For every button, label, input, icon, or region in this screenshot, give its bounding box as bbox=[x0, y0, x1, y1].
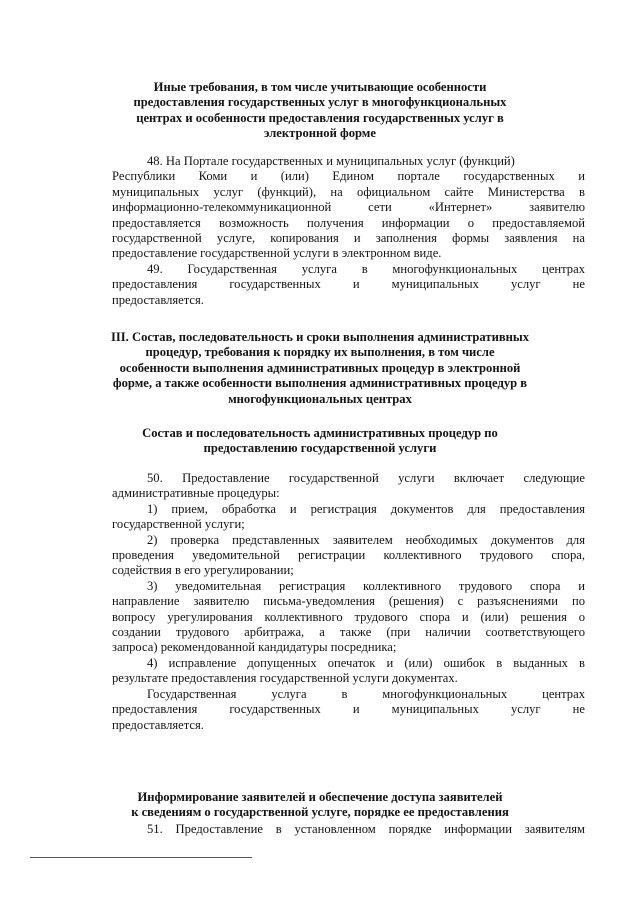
heading-line: электронной форме bbox=[264, 126, 376, 141]
text-line: административные процедуры: bbox=[112, 486, 280, 501]
heading-line: предоставлению государственной услуги bbox=[203, 441, 437, 456]
heading-line: центрах и особенности предоставления государственных услуг в bbox=[136, 110, 504, 125]
text-line: предоставления государственных и муниципальных услуг не bbox=[112, 277, 585, 292]
heading-line: многофункциональных центрах bbox=[228, 391, 412, 406]
subsection-heading-informing bbox=[100, 790, 540, 821]
section-heading-iii bbox=[100, 330, 540, 407]
heading-line: Информирование заявителей и обеспечение доступа заявителей bbox=[137, 790, 503, 804]
heading-line: особенности выполнения административных процедур в электронной bbox=[119, 360, 521, 375]
text-line: информационно-телекоммуникационной сети «Интернет» заявителю bbox=[112, 200, 585, 215]
footnote-separator bbox=[30, 857, 252, 858]
text-line: направление заявителю письма-уведомления (решения) с разъяснениями по bbox=[112, 594, 585, 609]
text-line: результате предоставления государственной услуги документах. bbox=[112, 671, 458, 686]
heading-line: предоставления государственных услуг в многофункциональных bbox=[133, 95, 507, 110]
heading-line: Иные требования, в том числе учитывающие особенности bbox=[153, 80, 487, 94]
text-line: 2) проверка представленных заявителем необходимых документов для bbox=[147, 532, 585, 547]
text-line: предоставляется. bbox=[112, 717, 204, 732]
text-line: Государственная услуга в многофункциональных центрах bbox=[147, 686, 585, 701]
subsection-heading-procedures bbox=[100, 426, 540, 457]
text-line: 4) исправление допущенных опечаток и (или) ошибок в выданных в bbox=[147, 655, 585, 670]
text-line: создании трудового арбитража, а также (при наличии соответствующего bbox=[112, 625, 585, 640]
text-line: проведения уведомительной регистрации коллективного трудового спора, bbox=[112, 548, 585, 563]
text-line: предоставление государственной услуги в электронном виде. bbox=[112, 246, 442, 261]
text-line: запроса) рекомендованной кандидатуры посредника; bbox=[112, 640, 397, 655]
text-line: 49. Государственная услуга в многофункциональных центрах bbox=[147, 262, 585, 276]
heading-line: форме, а также особенности выполнения административных процедур в bbox=[112, 376, 528, 391]
text-line: 50. Предоставление государственной услуги включает следующие bbox=[147, 471, 585, 485]
heading-line: к сведениям о государственной услуге, порядке ее предоставления bbox=[131, 805, 509, 820]
paragraph-48 bbox=[112, 154, 585, 262]
text-line: предоставляется возможность получения информации о предоставляемой bbox=[112, 215, 585, 230]
text-line: муниципальных услуг (функций), на официальном сайте Министерства в bbox=[112, 184, 585, 199]
section-heading-other-requirements bbox=[100, 80, 540, 142]
paragraph-51 bbox=[112, 822, 585, 837]
heading-line: Состав и последовательность административных процедур по bbox=[142, 426, 498, 440]
heading-line: процедур, требования к порядку их выполнения, в том числе bbox=[145, 345, 495, 360]
paragraph-49 bbox=[112, 262, 585, 308]
text-line: государственной услуге, копирования и заполнения формы заявления на bbox=[112, 231, 585, 246]
text-line: 48. На Портале государственных и муниципальных услуг (функций) bbox=[147, 154, 515, 168]
text-line: вопросу урегулирования коллективного трудового спора и (или) решения о bbox=[112, 609, 585, 624]
text-line: Республики Коми и (или) Едином портале государственных и bbox=[112, 169, 585, 184]
heading-line: III. Состав, последовательность и сроки выполнения административных bbox=[110, 330, 530, 344]
text-line: 3) уведомительная регистрация коллективного трудового спора и bbox=[147, 578, 585, 593]
text-line: предоставления государственных и муниципальных услуг не bbox=[112, 702, 585, 717]
text-line: государственной услуги; bbox=[112, 517, 245, 532]
text-line: 51. Предоставление в установленном порядке информации заявителям bbox=[147, 822, 585, 836]
paragraph-50 bbox=[112, 471, 585, 733]
text-line: предоставляется. bbox=[112, 292, 204, 307]
text-line: содействия в его урегулировании; bbox=[112, 563, 294, 578]
text-line: 1) прием, обработка и регистрация документов для предоставления bbox=[147, 501, 585, 516]
